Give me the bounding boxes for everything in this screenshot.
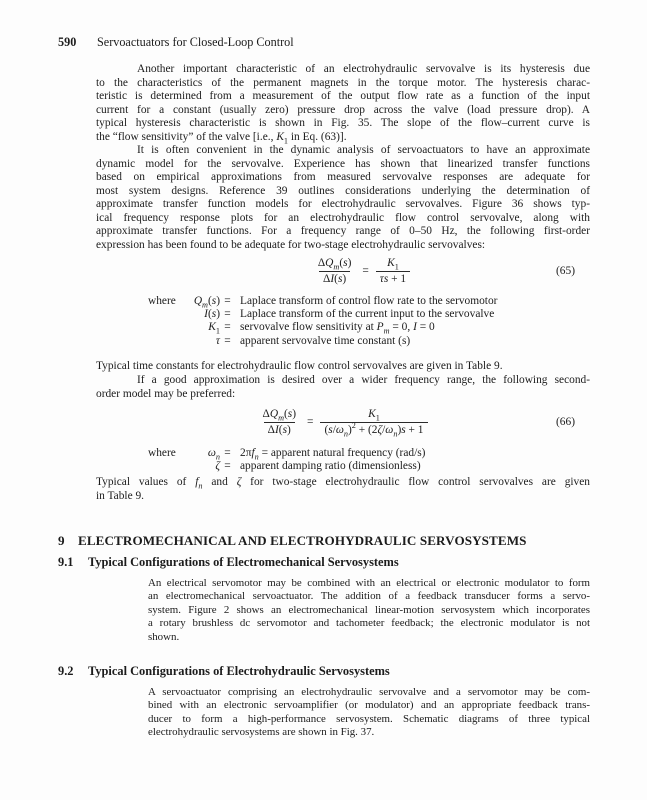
text-line: Another important characteristic of an electrohydraulic servovalve is its hysteresis due: [137, 63, 590, 75]
where-row: [148, 447, 590, 460]
where-row: [148, 321, 590, 334]
fraction-numerator: $\Delta Q_m(s)$: [262, 407, 297, 422]
paragraph-typical-values: [96, 476, 590, 503]
text-line: system. Figure 2 shows an electromechanical linear-motion servosystem which incorporates: [148, 603, 590, 616]
fraction-denominator: τs + 1: [376, 271, 410, 286]
fraction-numerator: $\Delta Q_m(s)$: [317, 256, 352, 271]
text-line: most system designs. Reference 39 outlines considerations underlying the determination of: [96, 184, 590, 197]
text-line: If a good approximation is desired over a wider frequency range, the following second-: [137, 374, 590, 386]
text-line: bined with an electronic servoamplifier (or modulator) and an appropriate feedback trans-: [148, 699, 590, 712]
text-line: approximate transfer functions. For a frequency range of 0–50 Hz, the following first-order: [96, 225, 590, 237]
paragraph-second-order: [96, 374, 590, 401]
where-definition: $2\pi f_n$ = apparent natural frequency (rad/s): [240, 447, 426, 462]
equals-sign: =: [224, 460, 231, 473]
text-line: to the characteristics of the permanent magnets in the torque motor. The hysteresis charac-: [96, 76, 590, 89]
where-term: $K_1$: [208, 321, 220, 336]
where-row: [148, 308, 590, 321]
where-row: [148, 335, 590, 348]
paragraph-time-constants: [96, 360, 590, 374]
section-9-1-heading: [58, 555, 399, 570]
text-line: the “flow sensitivity” of the valve [i.e., $K_1$ in Eq. (63)].: [96, 130, 347, 145]
paragraph-9-2: [148, 686, 590, 740]
fraction-numerator: $K_1$: [387, 256, 399, 271]
fraction-numerator: $K_1$: [368, 407, 380, 422]
paragraph-dynamic-model: [96, 144, 590, 252]
text-line: It is often convenient in the dynamic analysis of servoactuators to have an approximate: [137, 144, 590, 156]
text-line: a rotary brushless dc servomotor and tachometer feedback; the electronic modulator is not: [148, 617, 590, 630]
where-term: I(s): [204, 308, 220, 321]
equals-sign: =: [362, 265, 369, 277]
text-line: typical hysteresis characteristic is shown in Fig. 35. The slope of the flow–current curve is: [96, 117, 590, 129]
where-term: $\omega_n$: [207, 447, 220, 462]
text-line: electrohydraulic servosystems are shown in Fig. 37.: [148, 726, 375, 739]
text-line: expression has been found to be adequate for two-stage electrohydraulic servovalves:: [96, 238, 486, 251]
text-line: based on empirical approximations from measured servovalve responses are adequate for: [96, 171, 590, 183]
equation-65: [96, 254, 590, 288]
equation-65-body: [314, 257, 410, 286]
where-definition: Laplace transform of control flow rate to the servomotor: [240, 295, 498, 307]
where-definition: Laplace transform of the current input to the servovalve: [240, 308, 495, 321]
text-line: dynamic model for the servovalve. Experience has shown that linearized transfer functions: [96, 157, 590, 170]
where-term: ζ: [215, 460, 220, 473]
section-title: Typical Configurations of Electrohydraulic Servosystems: [88, 664, 390, 678]
page-header: [58, 35, 294, 50]
fraction-lhs: [314, 257, 356, 286]
page-number: 590: [58, 35, 77, 49]
equals-sign: =: [224, 447, 231, 459]
section-title: Typical Configurations of Electromechanical Servosystems: [88, 555, 399, 569]
fraction-rhs: [320, 408, 427, 437]
paragraph-hysteresis: [96, 63, 590, 144]
running-title: Servoactuators for Closed-Loop Control: [97, 35, 294, 49]
equation-66-body: [259, 408, 428, 437]
text-line: shown.: [148, 630, 180, 643]
equals-sign: =: [224, 308, 231, 321]
text-line: approximate transfer function models for electrohydraulic servovalves. Figure 36 shows typ-: [96, 198, 590, 210]
text-line: ducer to form a high-performance servosystem. Schematic diagrams of three typical: [148, 712, 590, 725]
text-line: an electromechanical servoactuator. The addition of a feedback transducer forms a servo-: [148, 590, 590, 603]
equals-sign: =: [307, 416, 314, 428]
section-number: 9: [58, 533, 65, 548]
where-definition: apparent damping ratio (dimensionless): [240, 460, 421, 473]
section-9-2-heading: [58, 664, 390, 679]
where-term: τ: [215, 334, 220, 347]
where-term: $Q_m(s)$: [193, 295, 220, 310]
text-line: ical frequency response plots for an electrohydraulic flow control servovalve, along with: [96, 211, 590, 224]
equation-number: (66): [556, 416, 575, 428]
paragraph-9-1: [148, 577, 590, 644]
section-number: 9.2: [58, 664, 74, 678]
section-9-heading: [58, 533, 527, 549]
fraction-denominator: $(s/\omega_n)^2 + (2\zeta/\omega_n)s + 1$: [320, 422, 427, 437]
equals-sign: =: [224, 295, 231, 307]
where-word: where: [148, 295, 176, 307]
text-line: Typical time constants for electrohydraulic flow control servovalves are given in Table 9.: [96, 360, 503, 372]
equation-number: (65): [556, 265, 575, 277]
fraction-lhs: [259, 408, 301, 437]
section-title: ELECTROMECHANICAL AND ELECTROHYDRAULIC SERVOSYSTEMS: [78, 533, 527, 548]
equation-66: [96, 403, 590, 441]
text-line: A servoactuator comprising an electrohydraulic servovalve and a servomotor may be com-: [148, 686, 590, 698]
text-line: Typical values of $f_n$ and ζ for two-stage electrohydraulic flow control servovalves are given: [96, 476, 590, 491]
where-list-65: [148, 295, 590, 348]
fraction-denominator: ΔI(s): [264, 422, 295, 437]
text-line: in Table 9.: [96, 489, 145, 502]
where-list-66: [148, 447, 590, 473]
fraction-rhs: [376, 257, 410, 286]
fraction-denominator: ΔI(s): [319, 271, 350, 286]
where-row: [148, 460, 590, 473]
text-line: teristic is determined from a measurement of the output flow rate as a function of the input: [96, 90, 590, 102]
equals-sign: =: [224, 321, 231, 334]
where-definition: servovalve flow sensitivity at $P_m = 0$, I = 0: [240, 321, 435, 336]
where-word: where: [148, 447, 176, 459]
where-row: [148, 295, 590, 308]
where-definition: apparent servovalve time constant (s): [240, 334, 411, 347]
text-line: current for a constant (usually zero) pressure drop across the valve (load pressure drop). A: [96, 103, 590, 116]
equals-sign: =: [224, 334, 231, 347]
text-line: An electrical servomotor may be combined with an electrical or electronic modulator to form: [148, 577, 590, 589]
text-line: order model may be preferred:: [96, 387, 236, 400]
section-number: 9.1: [58, 555, 74, 569]
